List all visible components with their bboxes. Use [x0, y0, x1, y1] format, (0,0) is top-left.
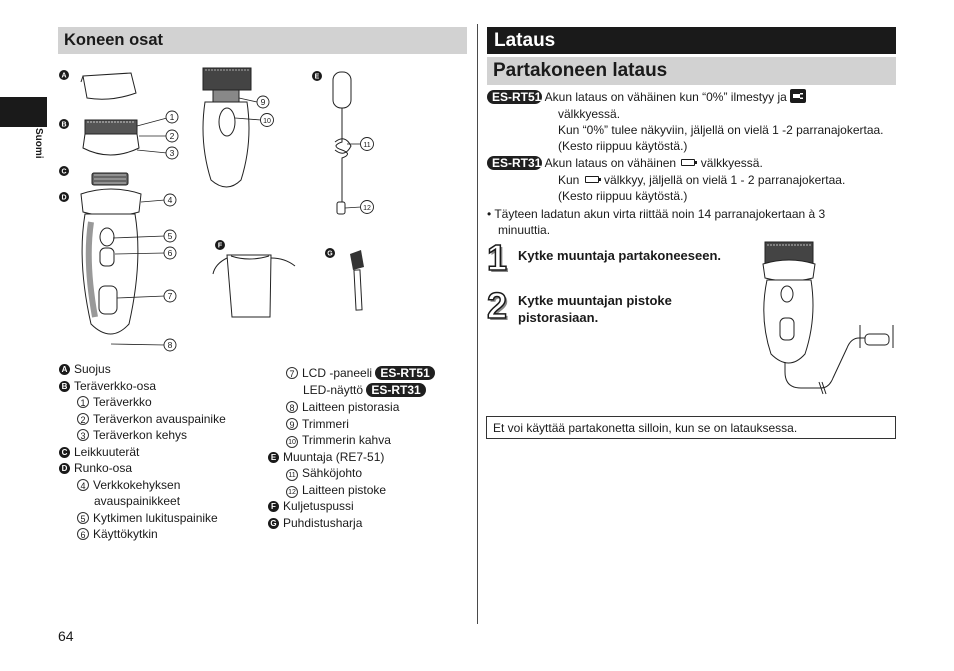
legend-item: B Teräverkko-osa [59, 378, 269, 395]
callout-5 [164, 230, 176, 242]
legend-item-lcd: 7 LCD -paneeli ES-RT51 [268, 365, 468, 382]
figure-letter-g [325, 248, 335, 258]
legend-item: 6 Käyttökytkin [59, 526, 269, 543]
legend-item: C Leikkuuterät [59, 444, 269, 461]
legend-item-led: LED-näyttö ES-RT31 [268, 382, 468, 399]
charging-note-box: Et voi käyttää partakonetta silloin, kun se on latauksessa. [486, 416, 896, 439]
callout-12 [361, 201, 374, 214]
shaver-back-drawing [203, 68, 261, 187]
legend-item: E Muuntaja (RE7-51) [268, 449, 468, 466]
section-header-charging: Lataus [487, 27, 896, 54]
legend-item: 8 Laitteen pistorasia [268, 399, 468, 416]
svg-text:1: 1 [169, 112, 175, 122]
legend-col-1 [59, 361, 269, 543]
battery-low-icon [585, 176, 599, 183]
callout-4 [164, 194, 176, 206]
figure-letter-f [215, 240, 225, 250]
svg-text:5: 5 [167, 231, 173, 241]
svg-text:6: 6 [167, 248, 173, 258]
model1-line1: ES-RT51 Akun lataus on vähäinen kun “0%” ilmestyy ja [487, 89, 806, 106]
callout-3 [166, 147, 178, 159]
callout-9 [257, 96, 269, 108]
main-body-drawing [81, 189, 165, 345]
legend-col-2 [268, 365, 468, 531]
callout-8 [164, 339, 176, 351]
step-2-text-line1: Kytke muuntajan pistoke [518, 293, 672, 308]
model-badge: ES-RT51 [375, 366, 434, 380]
svg-text:10: 10 [263, 118, 271, 125]
legend-item: 9 Trimmeri [268, 416, 468, 433]
bullet-note-line2: minuuttia. [498, 223, 551, 237]
step-2-text-line2: pistorasiaan. [518, 310, 599, 325]
legend-item: 1 Teräverkko [59, 394, 269, 411]
legend-item: 12 Laitteen pistoke [268, 482, 468, 499]
inner-blades-drawing [92, 173, 128, 185]
legend-item: 5 Kytkimen lukituspainike [59, 510, 269, 527]
model2-line3: (Kesto riippuu käytöstä.) [558, 189, 688, 203]
figure-letter-a [59, 70, 69, 80]
page-number: 64 [58, 628, 74, 644]
legend-item: 4 Verkkokehyksen [59, 477, 269, 494]
language-tab [0, 97, 47, 127]
svg-text:9: 9 [260, 97, 266, 107]
svg-text:E: E [314, 73, 320, 81]
callout-7 [164, 290, 176, 302]
step-number-1: 1 [487, 237, 508, 278]
model-badge: ES-RT31 [366, 383, 425, 397]
svg-text:A: A [61, 72, 67, 80]
cleaning-brush-drawing [350, 250, 364, 310]
legend-item: 3 Teräverkon kehys [59, 427, 269, 444]
legend-item: 2 Teräverkon avauspainike [59, 411, 269, 428]
step-1-text: Kytke muuntaja partakoneeseen. [518, 248, 722, 263]
figure-letter-e [312, 71, 322, 81]
adaptor-drawing [333, 72, 361, 214]
callout-2 [166, 130, 178, 142]
column-divider [477, 24, 478, 624]
callout-6 [164, 247, 176, 259]
legend-item: F Kuljetuspussi [268, 498, 468, 515]
svg-text:8: 8 [167, 340, 173, 350]
bullet-note-line1: • Täyteen ladatun akun virta riittää noin 14 parranajokertaan à 3 [487, 207, 826, 221]
model-badge-es-rt51: ES-RT51 [487, 90, 542, 104]
charging-illustration [755, 238, 895, 406]
svg-text:12: 12 [363, 205, 371, 212]
parts-illustration [55, 62, 475, 354]
svg-text:7: 7 [167, 291, 173, 301]
svg-text:11: 11 [363, 142, 371, 149]
svg-text:G: G [327, 250, 333, 258]
svg-text:B: B [61, 121, 67, 129]
model1-line3: Kun “0%” tulee näkyviin, jäljellä on vielä 1 -2 parranajokertaa. [558, 123, 884, 137]
svg-text:2: 2 [169, 131, 175, 141]
legend-item: A Suojus [59, 361, 269, 378]
plug-charge-icon [790, 89, 806, 103]
svg-text:D: D [61, 194, 67, 202]
protective-cap-drawing [81, 73, 136, 99]
battery-low-icon [681, 159, 695, 166]
callout-10 [261, 114, 274, 127]
callout-11 [361, 138, 374, 151]
legend-item: G Puhdistusharja [268, 515, 468, 532]
figure-letter-b [59, 119, 69, 129]
language-label: Suomi [33, 128, 44, 159]
callout-1 [166, 111, 178, 123]
foil-frame-drawing [83, 118, 167, 155]
section-header-parts: Koneen osat [58, 27, 467, 54]
svg-text:C: C [61, 168, 67, 176]
svg-text:4: 4 [167, 195, 173, 205]
model-badge-es-rt31: ES-RT31 [487, 156, 542, 170]
step-number-2: 2 [487, 285, 508, 326]
svg-text:3: 3 [169, 148, 175, 158]
figure-letter-d [59, 192, 69, 202]
figure-letter-c [59, 166, 69, 176]
model1-line2: välkkyessä. [558, 107, 621, 121]
legend-item: D Runko-osa [59, 460, 269, 477]
model2-line1: ES-RT31 Akun lataus on vähäinen välkkyessä. [487, 155, 763, 172]
model1-line4: (Kesto riippuu käytöstä.) [558, 139, 688, 153]
model2-line2: Kun välkkyy, jäljellä on vielä 1 - 2 parranajokertaa. [558, 173, 846, 187]
legend-item: 10 Trimmerin kahva [268, 432, 468, 449]
pouch-drawing [213, 255, 295, 317]
subsection-header-charging-shaver: Partakoneen lataus [487, 57, 896, 85]
svg-text:F: F [217, 242, 223, 250]
legend-item: avauspainikkeet [94, 494, 181, 508]
legend-item: 11 Sähköjohto [268, 465, 468, 482]
